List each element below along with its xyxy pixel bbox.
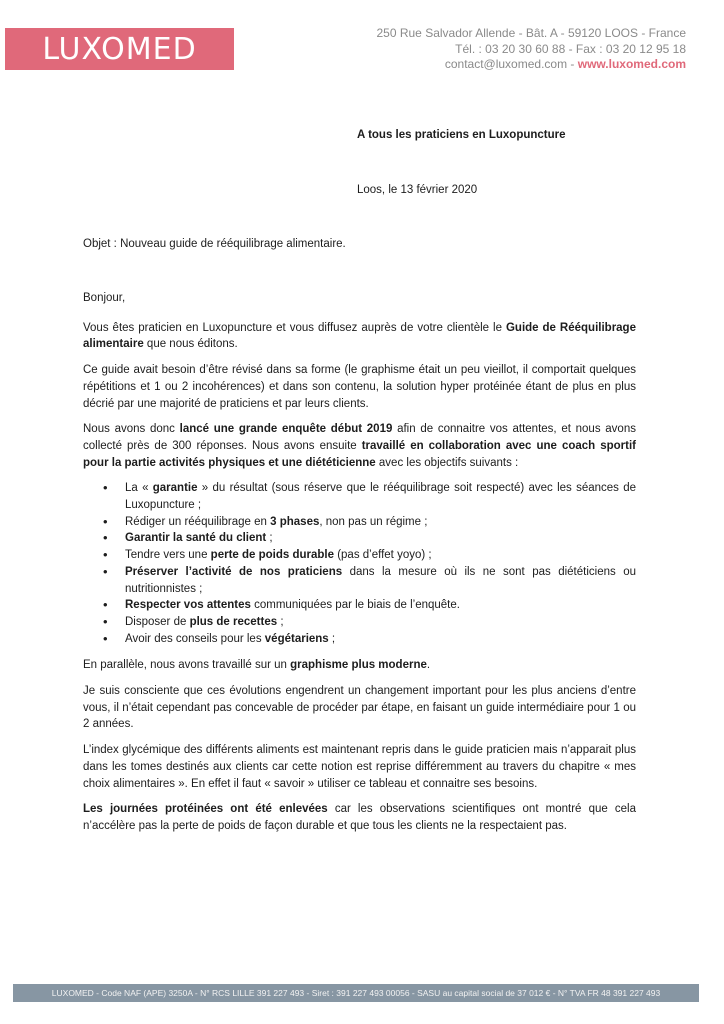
text-segment: afin de connaitre vos attentes, et nous avons collecté près de 300 réponses. Nous avons ensuite [83,423,636,452]
paragraph-change: Je suis consciente que ces évolutions engendrent un changement important pour les plus anciens d’entre vous, il n’était cependant pas concevable de procéder par étape, en faisant un guide intermédiaire pour 1 ou 2 années. [83,685,636,731]
text-segment: (pas d’effet yoyo) ; [334,549,432,562]
text-segment: que nous éditons. [143,338,238,351]
text-segment: dans la mesure où ils ne sont pas diététiciens ou nutritionnistes ; [125,565,636,595]
company-address: 250 Rue Salvador Allende - Bât. A - 59120 LOOS - France [376,26,686,40]
list-item [125,631,636,648]
text-segment: . [426,659,431,672]
paragraph-glycemic-index: L’index glycémique des différents aliments est maintenant repris dans le guide praticien mais n’apparait plus dans les tomes destinés aux clients car cette notion est reprise différemment au travers du chapitre « mes choix alimentaires ». En effet il faut « savoir » utiliser ce tableau et connaitre ses besoins. [83,744,636,790]
bold-segment: végétariens [264,632,329,645]
bold-segment: perte de poids durable [210,549,334,562]
text-segment: Vous êtes praticien en Luxopuncture et vous diffusez auprès de votre clientèle le [83,321,506,334]
letter-body [83,290,636,844]
text-segment: communiquées par le biais de l’enquête. [250,599,460,612]
bold-segment: garantie [152,482,198,495]
text-segment: Tendre vers une [125,549,211,562]
text-segment: Avoir des conseils pour les [125,632,265,645]
text-segment: Nous avons donc [83,423,180,436]
bold-segment: Préserver l’activité de nos praticiens [125,565,343,578]
paragraph-survey [83,421,636,471]
company-website-link[interactable]: www.luxomed.com [577,57,686,71]
list-item [125,514,636,531]
text-segment: Rédiger un rééquilibrage en [125,515,271,528]
bold-segment: Les journées protéinées ont été enlevées [83,803,328,816]
paragraph-protein-days [83,801,636,834]
paragraph-revision: Ce guide avait besoin d’être révisé dans sa forme (le graphisme était un peu vieillot, il comportait quelques répétitions et 1 ou 2 incohérences) et dans son contenu, la solution hyper protéinée étant de plus en plus décrié par une majorité de praticiens et par leurs clients. [83,364,636,410]
text-segment: ; [266,532,273,545]
list-item [125,597,636,614]
letter-date: Loos, le 13 février 2020 [357,184,478,196]
company-email[interactable]: contact@luxomed.com [444,57,568,71]
bold-segment: graphisme plus moderne [290,659,427,672]
text-segment: En parallèle, nous avons travaillé sur un [83,659,291,672]
text-segment: La « [125,482,153,495]
text-segment: » du résultat (sous réserve que le rééquilibrage soit respecté) avec les séances de Luxopuncture ; [125,482,636,512]
list-item [125,530,636,547]
text-segment: , non pas un régime ; [319,515,428,528]
letter-greeting: Bonjour, [83,292,126,304]
bold-segment: Garantir la santé du client [125,532,267,545]
text-segment: car les observations scientifiques ont montré que cela n’accélère pas la perte de poids de façon durable et que tous les clients ne la respectaient pas. [83,803,636,832]
list-item [125,564,636,597]
bold-segment: lancé une grande enquête début 2019 [179,423,393,436]
company-logo: LUXOMED [5,28,234,70]
company-contact-block [376,26,686,73]
email-separator: - [567,57,578,71]
bold-segment: Respecter vos attentes [125,599,251,612]
text-segment: avec les objectifs suivants : [375,456,519,469]
bold-segment: plus de recettes [189,615,278,628]
letter-recipient: A tous les praticiens en Luxopuncture [357,129,566,141]
list-item [125,480,636,513]
paragraph-design [83,657,636,674]
text-segment: Disposer de [125,615,190,628]
text-segment: ; [277,615,284,628]
bold-segment: Guide de Rééquilibrage alimentaire [83,321,636,351]
company-phone-fax: Tél. : 03 20 30 60 88 - Fax : 03 20 12 95 18 [455,41,686,56]
list-item [125,547,636,564]
text-segment: ; [328,632,336,645]
company-email-website-line [376,57,686,73]
bold-segment: travaillé en collaboration avec une coach sportif pour la partie activités physiques et une diététicienne [83,439,636,469]
company-legal-footer: LUXOMED - Code NAF (APE) 3250A - N° RCS LILLE 391 227 493 - Siret : 391 227 493 00056 - SASU au capital social de 37 012 € - N° TVA FR 48 391 227 493 [13,984,699,1002]
list-item [125,614,636,631]
bold-segment: 3 phases [270,515,320,528]
objectives-list [83,480,636,647]
letter-object: Objet : Nouveau guide de rééquilibrage alimentaire. [83,238,346,250]
paragraph-intro [83,320,636,353]
